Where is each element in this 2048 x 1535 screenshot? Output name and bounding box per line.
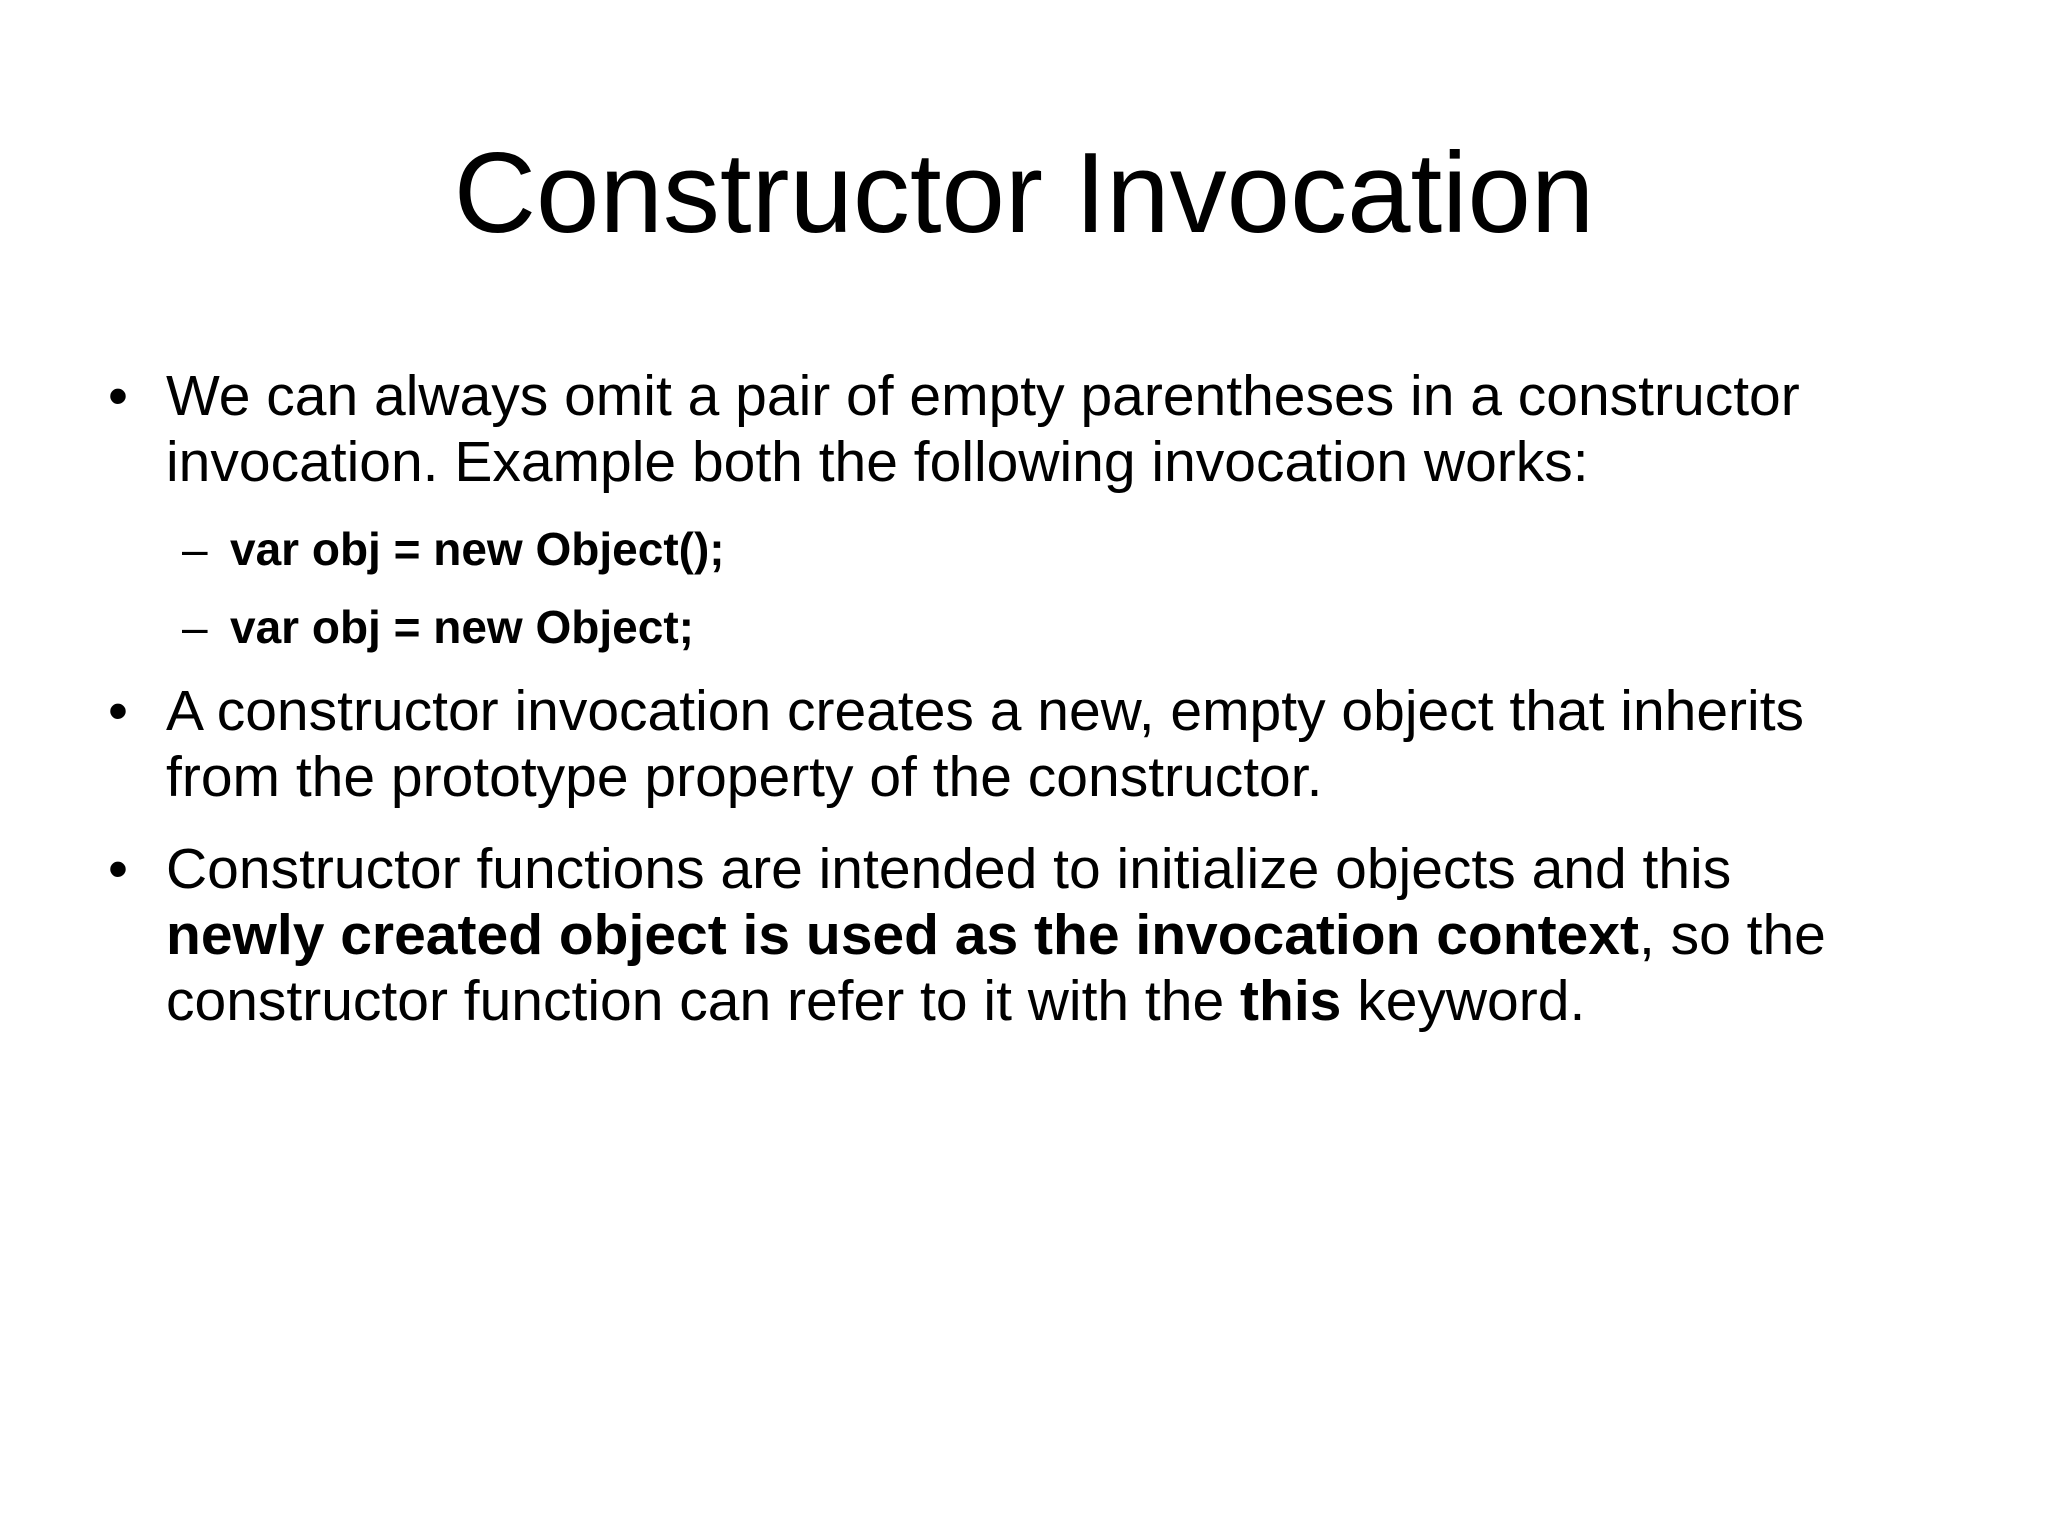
bullet-line: from the prototype property of the constructor. [166, 745, 1323, 809]
emphasis-this-keyword: this [1240, 969, 1342, 1033]
bullet-line-start: constructor function can refer to it with the [166, 969, 1241, 1033]
bullet-marker: • [108, 837, 128, 901]
bullet-line-end: keyword. [1341, 969, 1586, 1033]
bullet-text [166, 363, 1966, 495]
code-example: var obj = new Object(); [230, 523, 725, 575]
sub-marker: – [182, 523, 208, 575]
bullet-line-tail: , so the [1638, 903, 1826, 967]
bullet-line: A constructor invocation creates a new, empty object that inherits [166, 679, 1805, 743]
slide-title: Constructor Invocation [453, 130, 1595, 257]
bullet-line [166, 902, 1966, 968]
bullet-marker: • [108, 679, 128, 743]
code-example: var obj = new Object; [230, 601, 694, 653]
emphasis-invocation-context: newly created object is used as the invocation context [166, 903, 1639, 967]
bullet-line: invocation. Example both the following invocation works: [166, 430, 1589, 494]
bullet-line [166, 968, 1966, 1034]
bullet-text [166, 836, 1966, 1034]
bullet-text [166, 678, 1966, 810]
bullet-line: Constructor functions are intended to initialize objects and this [166, 837, 1732, 901]
bullet-line: We can always omit a pair of empty parentheses in a constructor [166, 364, 1800, 428]
bullet-marker: • [108, 364, 128, 428]
sub-marker: – [182, 601, 208, 653]
